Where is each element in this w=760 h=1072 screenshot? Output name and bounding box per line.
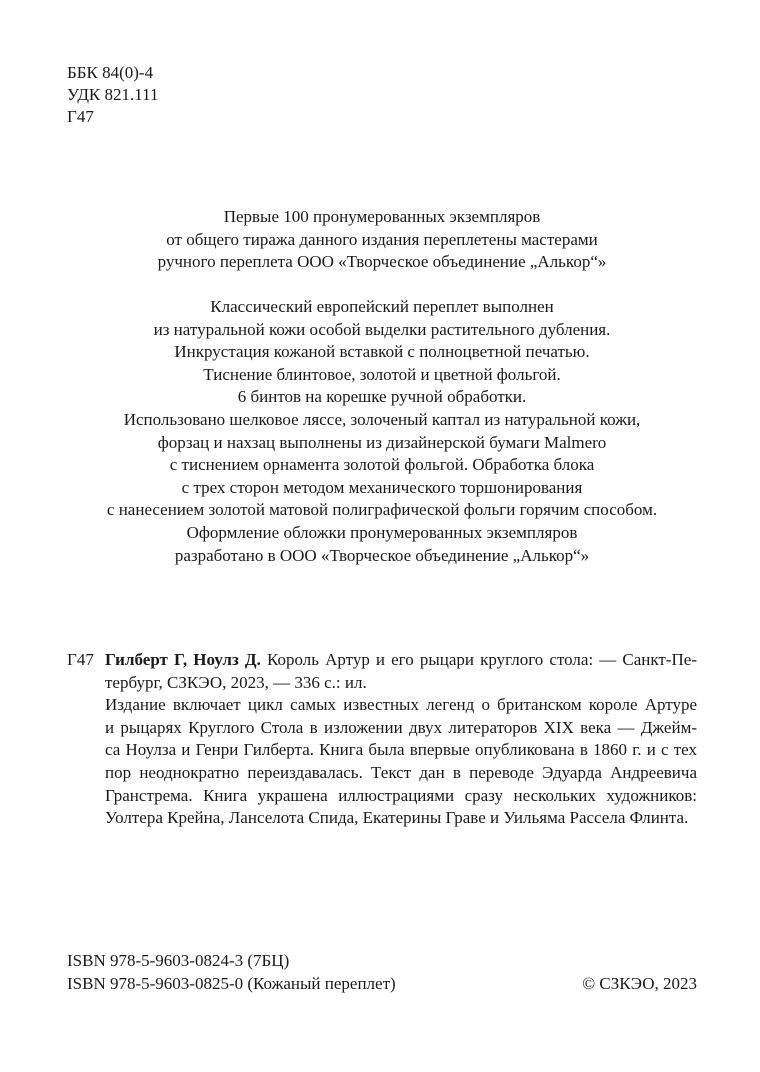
edition-note (60, 206, 704, 274)
catalog-entry-code: Г47 (67, 650, 94, 669)
catalog-entry-line: Уолтера Крейна, Ланселота Спида, Екатерины Граве и Уильяма Рассела Флинта. (105, 808, 689, 828)
isbn-7bc: ISBN 978-5-9603-0824-3 (7БЦ) (67, 951, 290, 970)
binding-line: разработано в ООО «Творческое объединение „Алькор“» (174, 545, 590, 565)
catalog-entry-line: пор неоднократно переиздавалась. Текст дан в переводе Эдуарда Андреевича (105, 762, 697, 782)
binding-description (60, 296, 704, 567)
catalog-entry-line: тербург, СЗКЭО, 2023, — 336 с.: ил. (105, 672, 367, 692)
binding-line: форзац и нахзац выполнены из дизайнерской бумаги Malmero (157, 432, 607, 452)
catalog-entry-title: Король Артур и его рыцари круглого стола: — Санкт-Пе- (260, 650, 697, 669)
binding-line: Тиснение блинтовое, золотой и цветной фольгой. (203, 364, 561, 384)
copyright: © СЗКЭО, 2023 (582, 973, 697, 993)
bbk-code: ББК 84(0)-4 (67, 63, 154, 82)
catalog-entry-line: Издание включает цикл самых известных легенд о британском короле Артуре (105, 695, 697, 715)
catalog-entry-line: са Ноулза и Генри Гилберта. Книга была впервые опубликована в 1860 г. и с тех (105, 740, 697, 760)
catalog-entry-authors: Гилберт Г, Ноулз Д. (105, 650, 261, 669)
catalog-entry-line: и рыцарях Круглого Стола в изложении двух литераторов XIX века — Джейм- (105, 717, 697, 737)
binding-line: Оформление обложки пронумерованных экземпляров (186, 522, 578, 542)
classification-block (67, 62, 159, 128)
author-mark: Г47 (67, 107, 94, 126)
binding-line: из натуральной кожи особой выделки растительного дубления. (153, 319, 611, 339)
binding-line: с тиснением орнамента золотой фольгой. Обработка блока (169, 455, 595, 475)
binding-line: с трех сторон методом механического торшонирования (181, 477, 583, 497)
edition-note-line: ручного переплета ООО «Творческое объединение „Алькор“» (157, 252, 607, 272)
binding-line: Классический европейский переплет выполнен (210, 297, 554, 316)
isbn-leather: ISBN 978-5-9603-0825-0 (Кожаный переплет) (67, 973, 396, 993)
udk-code: УДК 821.111 (67, 85, 159, 104)
footer (67, 950, 697, 995)
binding-line: с нанесением золотой матовой полиграфической фольги горячим способом. (106, 500, 658, 520)
binding-line: Инкрустация кожаной вставкой с полноцветной печатью. (174, 342, 590, 362)
binding-line: Использовано шелковое ляссе, золоченый каптал из натуральной кожи, (123, 409, 641, 429)
catalog-entry-title-line (105, 649, 697, 672)
edition-note-line: от общего тиража данного издания переплетены мастерами (166, 229, 598, 249)
catalog-entry-line: Гранстрема. Книга украшена иллюстрациями сразу нескольких художников: (105, 785, 697, 805)
binding-line: 6 бинтов на корешке ручной обработки. (237, 387, 527, 407)
edition-note-line: Первые 100 пронумерованных экземпляров (223, 207, 541, 226)
catalog-entry-text (105, 649, 697, 830)
